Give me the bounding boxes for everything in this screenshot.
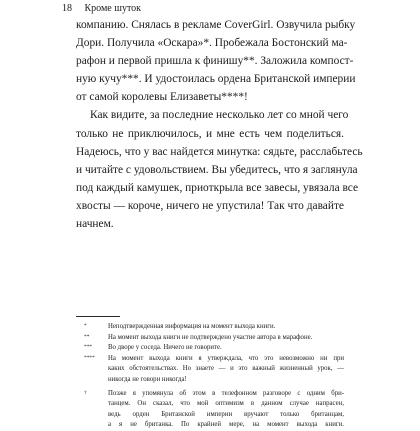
footnote-line: Неподтвержденная информация на момент выхода книги.	[108, 323, 276, 330]
footnote-line: каких обстоятельствах. Но знаете — и это важный жизненный урок, —	[108, 365, 344, 373]
body-line: от самой королевы Елизаветы****!	[76, 91, 248, 104]
body-line: только не приключилось, и мне есть чем поделиться.	[76, 127, 344, 140]
chapter-title: Кроме шуток	[84, 3, 142, 14]
footnote-rule	[76, 316, 120, 317]
footnotes	[76, 322, 344, 431]
body-line: начнем.	[76, 218, 114, 231]
body-line: Надеюсь, что у вас найдется минутка: сядьте, расслабьтесь	[76, 145, 363, 158]
body-line: Как видите, за последние несколько лет со мной чего	[90, 109, 349, 122]
footnote-mark: *	[84, 323, 87, 329]
footnote-line: Во дворе у соседа. Ничего не говорите.	[108, 344, 222, 352]
page-number: 18	[62, 3, 72, 14]
footnote-line: ведь орден Британской империи вручают только британцам,	[108, 410, 344, 418]
footnote-mark: †	[84, 389, 87, 396]
body-line: под каждый камушек, приоткрыла все завесы, увязала все	[76, 181, 359, 194]
body-line: хвосты — короче, ничего не упустила! Так что давайте	[76, 199, 344, 212]
footnote-mark: **	[84, 333, 90, 340]
body-line: и читайте с удовольствием. Вы убедитесь, что я заглянула	[76, 163, 358, 176]
footnote-line: танцем. Он сказал, что мой оптимизм в данном случае напрасен,	[108, 400, 344, 408]
footnote	[76, 343, 344, 354]
body-text	[76, 16, 363, 233]
footnote	[76, 389, 344, 431]
body-line: Дори. Получила «Оскара»*. Пробежала Бостонский ма-	[76, 37, 348, 50]
footnote-line: На момент выхода книги не подтверждено участие автора в марафоне.	[108, 333, 313, 341]
footnote	[76, 354, 344, 386]
footnote	[76, 333, 344, 344]
footnote-mark: ****	[84, 354, 95, 361]
footnote-line: а я не британка. По крайней мере, на момент выхода книги.	[108, 421, 344, 429]
body-line: ную кучу***. И удостоилась ордена Британской империи	[76, 73, 356, 86]
footnote-line: никогда не говори никогда!	[108, 375, 187, 383]
footnote-line: На момент выхода книги я утверждала, что это невозможно ни при	[108, 354, 344, 362]
footnote-mark: ***	[84, 344, 93, 351]
running-head	[62, 3, 141, 15]
footnote	[76, 322, 344, 333]
body-line: рафон и первой пришла к финишу**. Заложила компост-	[76, 55, 354, 68]
footnote-line: Позже я упомянула об этом в телефонном разговоре с одним бри-	[108, 389, 344, 397]
body-line: компанию. Снялась в рекламе CoverGirl. Озвучила рыбку	[76, 19, 356, 31]
